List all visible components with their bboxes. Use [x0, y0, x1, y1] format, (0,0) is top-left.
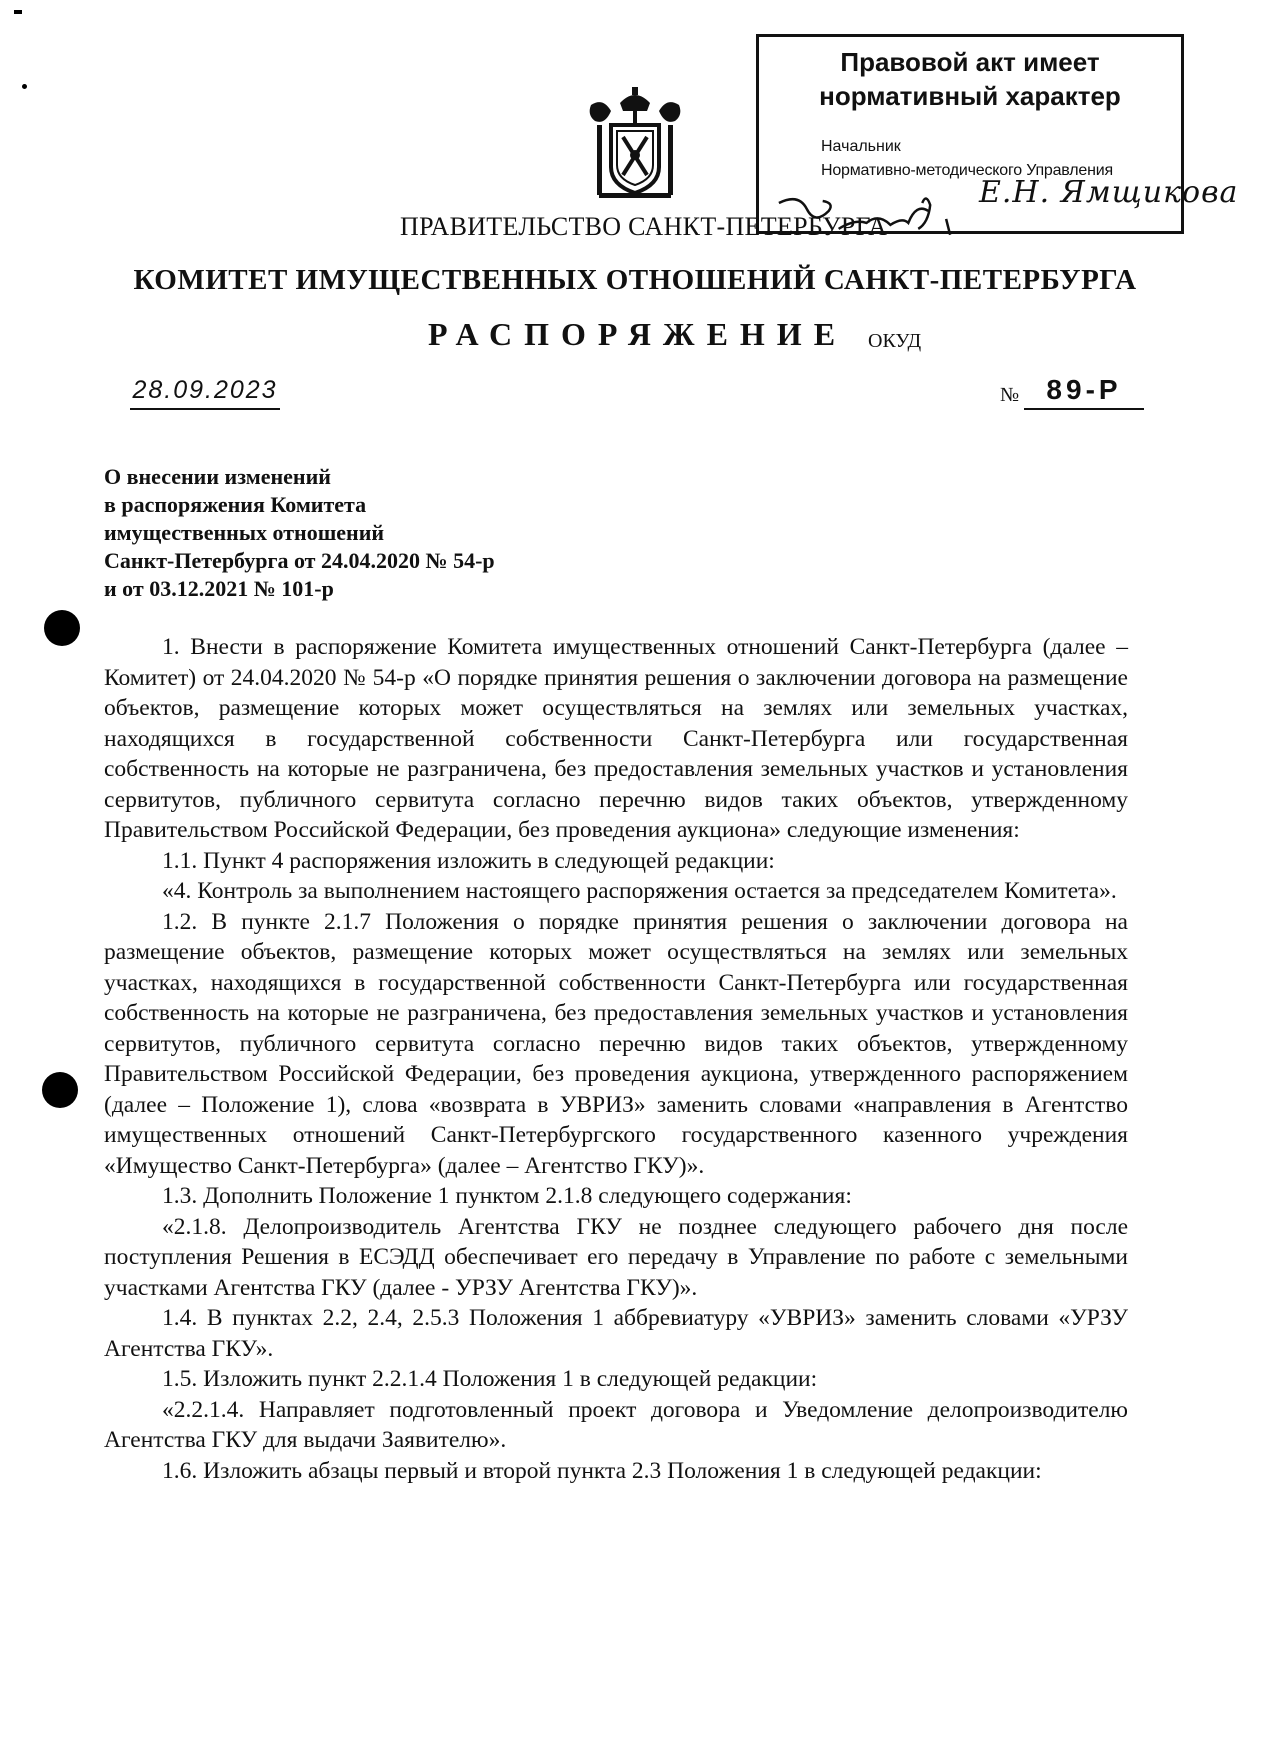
committee-title: КОМИТЕТ ИМУЩЕСТВЕННЫХ ОТНОШЕНИЙ САНКТ-ПЕТЕРБУРГА	[133, 264, 1137, 296]
paragraph: 1.5. Изложить пункт 2.2.1.4 Положения 1 в следующей редакции:	[162, 1366, 818, 1392]
paragraph: 1.4. В пунктах 2.2, 2.4, 2.5.3 Положения 1 аббревиатуру «УВРИЗ» заменить словами «УРЗУ Агентства ГКУ».	[104, 1305, 1128, 1362]
subject-line: имущественных отношений	[104, 520, 385, 545]
document-number: 89-Р	[1024, 372, 1144, 410]
subject-line: в распоряжения Комитета	[104, 492, 367, 517]
government-title: ПРАВИТЕЛЬСТВО САНКТ-ПЕТЕРБУРГА	[400, 212, 888, 241]
binder-hole	[44, 610, 80, 646]
number-label: №	[1000, 384, 1020, 406]
paragraph: «2.2.1.4. Направляет подготовленный проект договора и Уведомление делопроизводителю Агентства ГКУ для выдачи Заявителю».	[104, 1396, 1128, 1453]
normative-act-stamp	[756, 34, 1239, 234]
paragraph: 1. Внести в распоряжение Комитета имущественных отношений Санкт-Петербурга (далее – Комитет) от 24.04.2020 № 54-р «О порядке принятия решения о заключении договора на размещение объектов, размещение которых может осуществляться на землях или земельных участках, находящихся в государственной собственности Санкт-Петербурга или государственная собственность на которые не разграничена, без предоставления земельных участков и установления сервитутов, публичного сервитута согласно перечню видов таких объектов, утвержденному Правительством Российской Федерации, без проведения аукциона» следующие изменения:	[104, 634, 1128, 843]
subject-line: О внесении изменений	[104, 464, 331, 489]
document-body	[104, 632, 1128, 1486]
paragraph: 1.1. Пункт 4 распоряжения изложить в следующей редакции:	[162, 847, 775, 874]
document-subject	[104, 463, 495, 603]
document-type: РАСПОРЯЖЕНИЕ	[428, 316, 848, 352]
subject-line: Санкт-Петербурга от 24.04.2020 № 54-р	[104, 548, 495, 573]
stamp-department: Нормативно-методического Управления	[821, 162, 1113, 179]
paragraph: 1.6. Изложить абзацы первый и второй пункта 2.3 Положения 1 в следующей редакции:	[162, 1457, 1042, 1484]
scan-mark	[14, 10, 22, 14]
paragraph: 1.3. Дополнить Положение 1 пунктом 2.1.8 следующего содержания:	[162, 1183, 852, 1209]
signer-name: Е.Н. Ямщикова	[979, 175, 1239, 210]
paragraph: «2.1.8. Делопроизводитель Агентства ГКУ не позднее следующего рабочего дня после поступления Решения в ЕСЭДД обеспечивает его передачу в Управление по работе с земельными участками Агентства ГКУ (далее - УРЗУ Агентства ГКУ)».	[104, 1213, 1128, 1301]
scan-mark	[22, 84, 27, 89]
coat-of-arms-icon	[585, 85, 685, 205]
stamp-position: Начальник	[821, 138, 901, 155]
subject-line: и от 03.12.2021 № 101-р	[104, 576, 334, 601]
okud-label: ОКУД	[868, 330, 922, 352]
paragraph: «4. Контроль за выполнением настоящего распоряжения остается за председателем Комитета».	[162, 878, 1117, 904]
binder-hole	[42, 1072, 78, 1108]
stamp-title: Правовой акт имеет нормативный характер	[819, 47, 1121, 111]
document-date: 28.09.2023	[130, 372, 280, 410]
paragraph: 1.2. В пункте 2.1.7 Положения о порядке принятия решения о заключении договора на размещение объектов, размещение которых может осуществляться на землях или земельных участках, находящихся в государственной собственности Санкт-Петербурга или государственная собственность на которые не разграничена, без предоставления земельных участков и установления сервитутов, публичного сервитута согласно перечню видов таких объектов, утвержденному Правительством Российской Федерации, без проведения аукциона, утвержденного распоряжением (далее – Положение 1), слова «возврата в УВРИЗ» заменить словами «направления в Агентство имущественных отношений Санкт-Петербургского государственного казенного учреждения «Имущество Санкт-Петербурга» (далее – Агентство ГКУ)».	[104, 908, 1128, 1179]
